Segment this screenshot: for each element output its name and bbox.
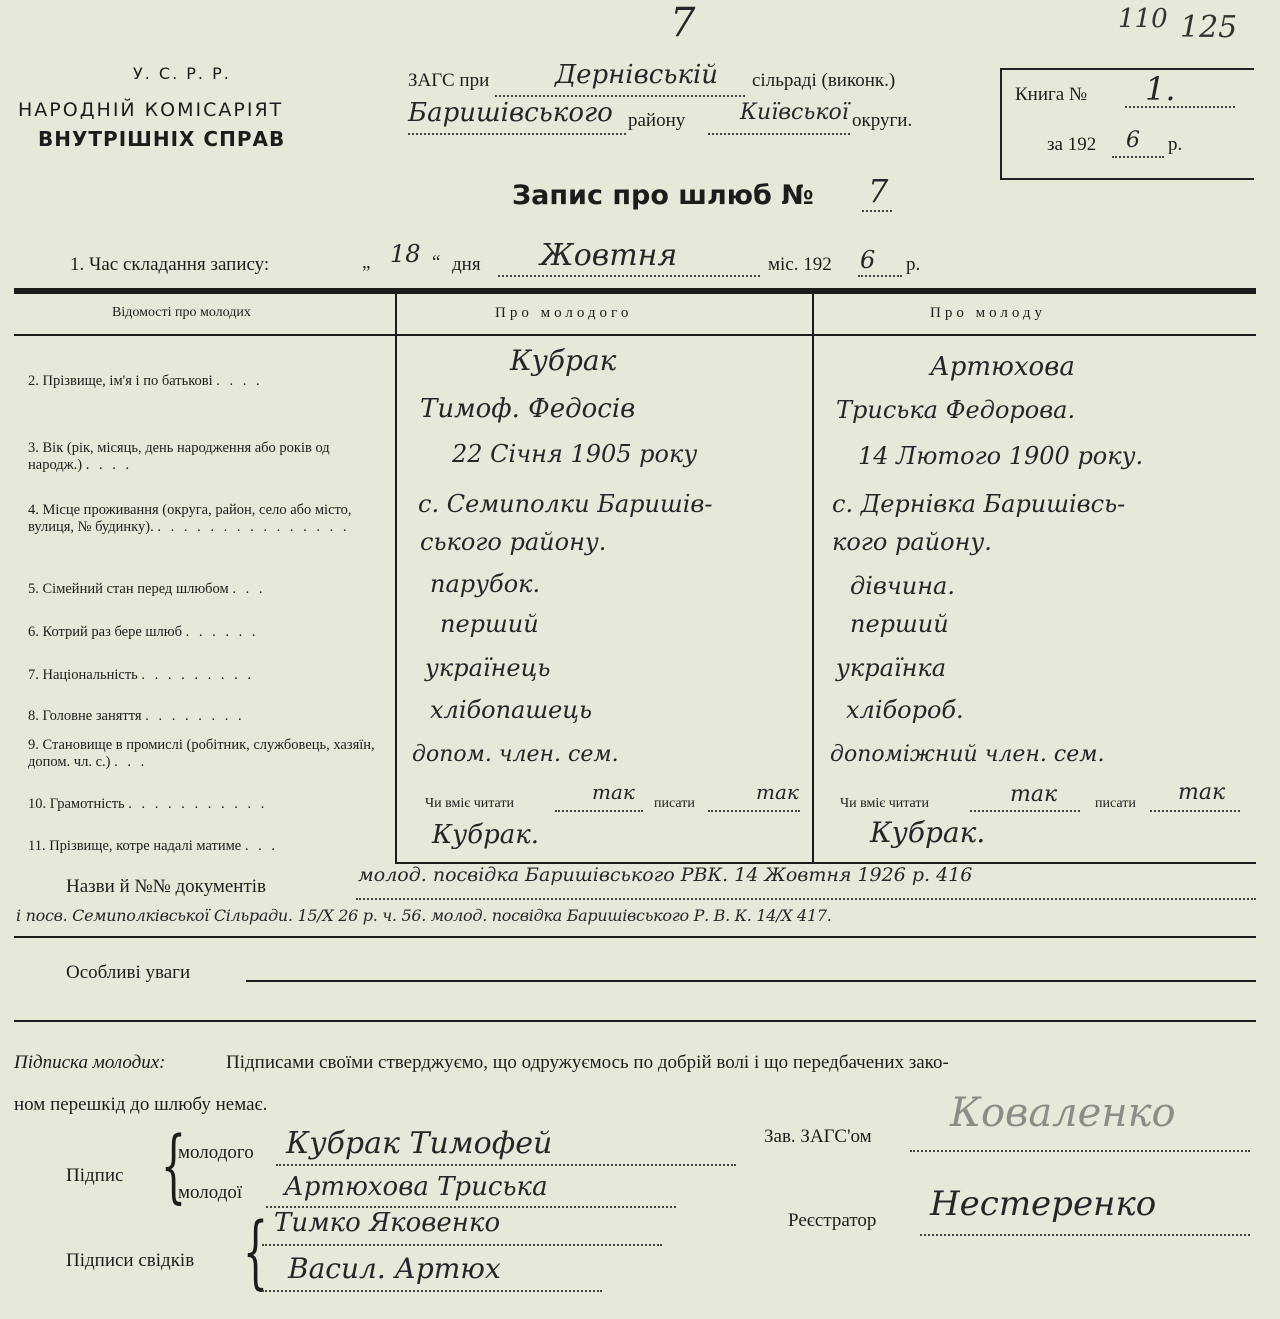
record-day: 18 — [390, 240, 421, 268]
bride-occupation: хлібороб. — [846, 696, 964, 724]
row-label-position: 9. Становище в промислі (робітник, службовець, хазяїн, допом. чл. с.) . . . — [28, 737, 375, 770]
row-label-age: 3. Вік (рік, місяць, день народження або років од народж.) . . . . — [28, 440, 330, 473]
groom-occupation: хлібопашець — [430, 696, 593, 724]
subscription-text-2: ном перешкід до шлюбу немає. — [14, 1094, 268, 1115]
documents-dotline-1 — [356, 898, 1256, 900]
book-number: 1. — [1145, 70, 1176, 108]
witness2-signature: Васил. Артюх — [288, 1252, 501, 1285]
witness1-signature: Тимко Яковенко — [274, 1208, 501, 1238]
bride-residence-1: с. Дернівка Баришівсь- — [832, 490, 1126, 518]
registrar-label: Реєстратор — [788, 1210, 877, 1231]
groom-read-label: Чи вміє читати — [425, 796, 515, 811]
record-year-dotline — [858, 275, 902, 277]
witness1-dotline — [262, 1244, 662, 1246]
groom-marriage-count: перший — [440, 610, 539, 638]
bride-read-dotline — [970, 810, 1080, 812]
documents-rule-2 — [14, 936, 1256, 938]
groom-birth: 22 Січня 1905 року — [452, 440, 698, 468]
council-dotline — [495, 95, 745, 97]
row-label-literacy: 10. Грамотність . . . . . . . . . . . — [28, 796, 268, 812]
witness2-dotline — [262, 1290, 602, 1292]
groom-read-dotline — [555, 810, 643, 812]
record-month-dotline — [498, 275, 760, 277]
groom-residence-1: с. Семиполки Баришів- — [418, 490, 713, 518]
record-month-word: міс. 192 — [768, 254, 832, 275]
okrug-dotline — [708, 133, 850, 135]
bride-read-label: Чи вміє читати — [840, 796, 930, 811]
groom-signature-label: молодого — [178, 1142, 254, 1163]
district-suffix: району — [628, 110, 686, 131]
remarks-label: Особливі уваги — [66, 962, 191, 983]
remarks-rule-1 — [246, 980, 1256, 982]
bride-write-value: так — [1178, 780, 1226, 805]
bride-write-label: писати — [1095, 796, 1136, 811]
record-time-quote-close: “ — [432, 252, 441, 273]
groom-read-value: так — [592, 780, 635, 804]
book-year-digit: 6 — [1126, 128, 1140, 153]
bride-given-names: Триська Федорова. — [836, 396, 1076, 424]
groom-write-label: писати — [654, 796, 695, 811]
record-day-word: дня — [452, 254, 481, 275]
archive-mark-110: 110 — [1118, 4, 1168, 34]
district-value: Баришівського — [408, 98, 613, 128]
header-bride: Про молоду — [930, 305, 1047, 321]
bride-future-surname: Кубрак. — [870, 816, 986, 849]
head-dotline — [910, 1150, 1250, 1152]
bride-position: допоміжний член. сем. — [830, 742, 1105, 767]
groom-surname: Кубрак — [510, 344, 617, 377]
documents-line-1: молод. посвідка Баришівського РВК. 14 Жовтня 1926 р. 416 — [358, 864, 973, 886]
council-value: Дернівській — [555, 60, 719, 90]
record-time-label: 1. Час складання запису: — [70, 254, 270, 275]
bride-marriage-count: перший — [850, 610, 949, 638]
book-year-prefix: за 192 — [1047, 134, 1097, 155]
archive-mark-seven: 7 — [670, 0, 696, 46]
bride-surname: Артюхова — [930, 352, 1075, 382]
bride-nationality: українка — [836, 654, 947, 682]
groom-marital: парубок. — [430, 570, 541, 598]
groom-future-surname: Кубрак. — [432, 820, 540, 850]
bride-birth: 14 Лютого 1900 року. — [858, 442, 1144, 470]
groom-signature-dotline — [276, 1164, 736, 1166]
okrug-suffix: округи. — [852, 110, 913, 131]
row-label-future-surname: 11. Прізвище, котре надалі матиме . . . — [28, 838, 278, 854]
row-label-occupation: 8. Головне заняття . . . . . . . . — [28, 708, 245, 724]
groom-position: допом. член. сем. — [412, 742, 619, 767]
table-top-rule — [14, 288, 1256, 294]
ministry-heading: ВНУТРІШНІХ СПРАВ — [38, 127, 286, 151]
signature-brace: { — [160, 1119, 187, 1212]
record-number-dotline — [862, 210, 892, 212]
record-number: 7 — [868, 172, 889, 210]
row-label-marriage-count: 6. Котрий раз бере шлюб . . . . . . — [28, 624, 259, 640]
book-year-suffix: р. — [1168, 134, 1183, 155]
row-label-residence: 4. Місце проживання (округа, район, село або місто, вулиця, № будинку). . . . . . . . . . . . . . . . — [28, 502, 352, 535]
documents-line-2: і посв. Семиполківської Сільради. 15/X 26 р. ч. 56. молод. посвідка Баришівського Р. В. К. 14/X 417. — [16, 906, 832, 925]
commissariat-heading: НАРОДНІЙ КОМІСАРІЯТ — [18, 99, 284, 121]
row-label-nationality: 7. Національність . . . . . . . . . — [28, 667, 255, 683]
record-title: Запис про шлюб № — [512, 180, 814, 211]
header-info: Відомості про молодих — [112, 305, 251, 320]
record-time-quote-open: „ — [362, 252, 371, 273]
groom-write-value: так — [756, 780, 799, 804]
book-label: Книга № — [1015, 84, 1088, 105]
groom-nationality: українець — [425, 654, 551, 682]
groom-signature: Кубрак Тимофей — [286, 1126, 553, 1161]
header-groom: Про молодого — [495, 305, 633, 321]
subscription-label: Підписка молодих: — [14, 1052, 166, 1073]
remarks-rule-2 — [14, 1020, 1256, 1022]
okrug-value: Київської — [740, 100, 849, 125]
documents-label: Назви й №№ документів — [66, 876, 267, 897]
signature-label: Підпис — [66, 1165, 124, 1186]
bride-marital: дівчина. — [850, 572, 955, 600]
record-year-digit: 6 — [860, 246, 876, 274]
witness-brace: { — [242, 1205, 269, 1298]
bride-signature-label: молодої — [178, 1182, 243, 1203]
bride-read-value: так — [1010, 782, 1058, 807]
council-suffix: сільраді (виконк.) — [752, 70, 896, 91]
archive-mark-125: 125 — [1180, 10, 1238, 45]
record-year-suffix: р. — [906, 254, 921, 275]
bride-write-dotline — [1150, 810, 1240, 812]
record-month: Жовтня — [540, 238, 678, 273]
bride-residence-2: кого району. — [832, 528, 992, 556]
book-year-dotline — [1112, 156, 1164, 158]
zags-prefix: ЗАГС при — [408, 70, 490, 91]
head-label: Зав. ЗАГС'ом — [764, 1126, 872, 1147]
table-header-rule — [14, 334, 1256, 336]
registrar-signature: Нестеренко — [930, 1184, 1157, 1224]
row-label-name: 2. Прізвище, ім'я і по батькові . . . . — [28, 373, 263, 389]
district-dotline — [408, 133, 626, 135]
registrar-dotline — [920, 1234, 1250, 1236]
row-label-marital: 5. Сімейний стан перед шлюбом . . . — [28, 581, 266, 597]
groom-write-dotline — [708, 810, 800, 812]
column-divider-2 — [812, 294, 814, 864]
column-divider-1 — [395, 294, 397, 864]
groom-given-names: Тимоф. Федосів — [420, 394, 636, 424]
book-dotline — [1125, 106, 1235, 108]
witnesses-label: Підписи свідків — [66, 1250, 195, 1271]
ussr-heading: У. С. Р. Р. — [133, 64, 231, 83]
groom-residence-2: ського району. — [420, 528, 607, 556]
head-signature: Коваленко — [950, 1090, 1176, 1136]
subscription-text-1: Підписами своїми стверджуємо, що одружуємось по добрій волі і що передбачених зако- — [226, 1052, 949, 1073]
bride-signature: Артюхова Триська — [284, 1172, 548, 1202]
